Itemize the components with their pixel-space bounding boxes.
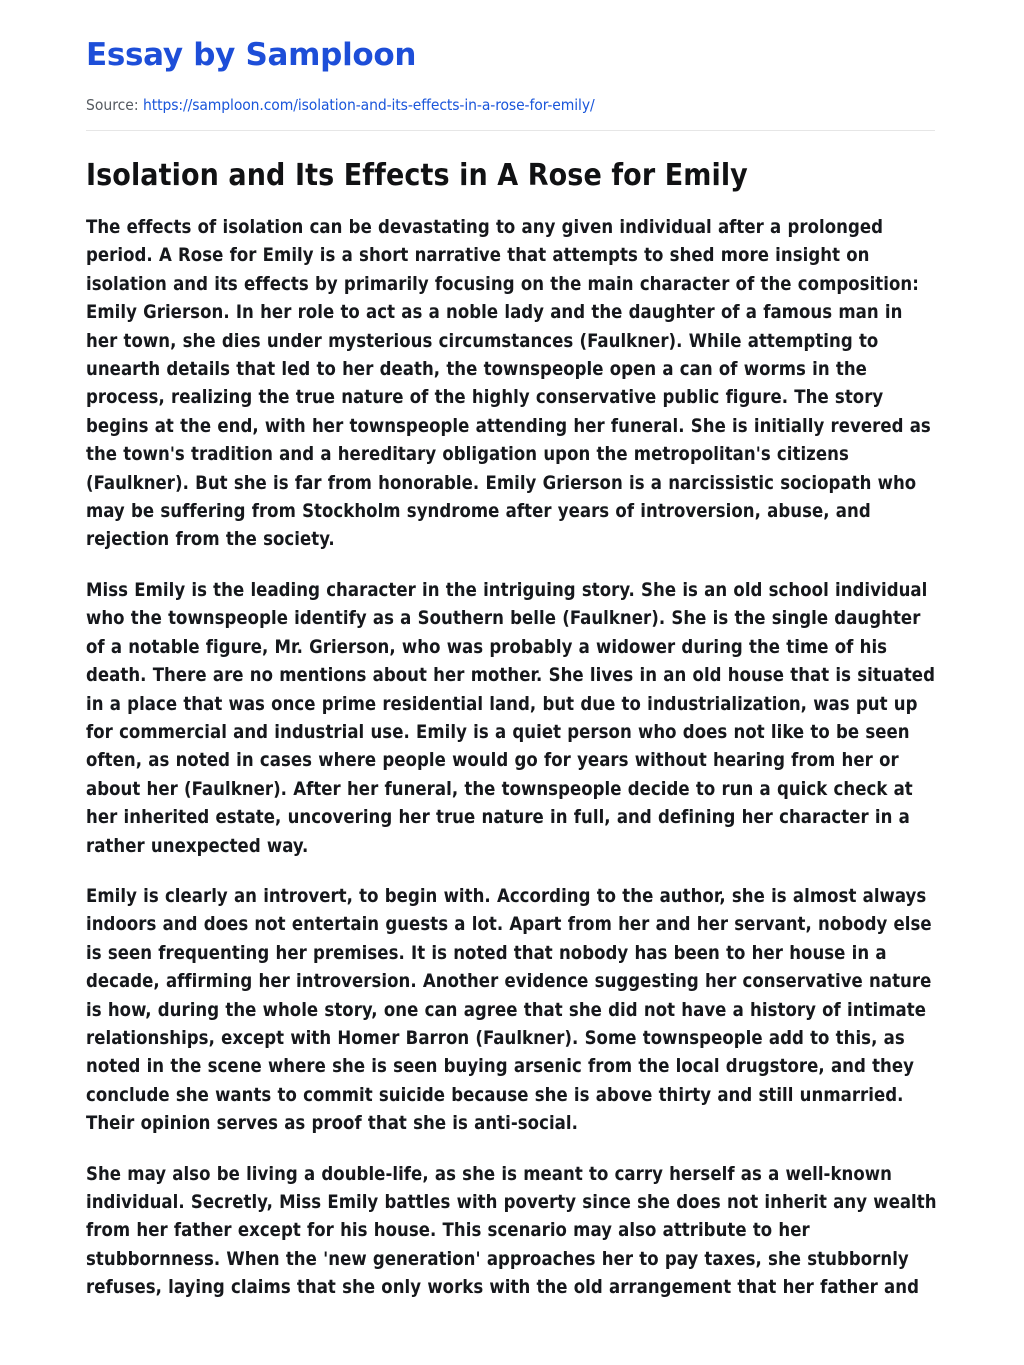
essay-body bbox=[86, 196, 938, 1303]
essay-paragraph: The effects of isolation can be devastating to any given individual after a prolonged period. A Rose for Emily is a short narrative that attempts to shed more insight on isolation and its effects by primarily focusing on the main character of the composition: Emily Grierson. In her role to act as a noble lady and the daughter of a famous man in her town, she dies under mysterious circumstances (Faulkner). While attempting to unearth details that led to her death, the townspeople open a can of worms in the process, realizing the true nature of the highly conservative public figure. The story begins at the end, with her townspeople attending her funeral. She is initially revered as the town's tradition and a hereditary obligation upon the metropolitan's citizens (Faulkner). But she is far from honorable. Emily Grierson is a narcissistic sociopath who may be suffering from Stockholm syndrome after years of introversion, abuse, and rejection from the society. bbox=[86, 217, 931, 551]
essay-title: Isolation and Its Effects in A Rose for Emily bbox=[86, 158, 748, 193]
site-brand-title: Essay by Samploon bbox=[86, 37, 417, 73]
source-url-link[interactable]: https://samploon.com/isolation-and-its-effects-in-a-rose-for-emily/ bbox=[143, 96, 595, 114]
essay-paragraph: She may also be living a double-life, as she is meant to carry herself as a well-known individual. Secretly, Miss Emily battles with poverty since she does not inherit any wealth from her father except for his house. This scenario may also attribute to her stubbornness. When the 'new generation' approaches her to pay taxes, she stubbornly refuses, laying claims that she only works with the old arrangement that her father and bbox=[86, 1163, 937, 1299]
essay-paragraph: Emily is clearly an introvert, to begin with. According to the author, she is almost always indoors and does not entertain guests a lot. Apart from her and her servant, nobody else is seen frequenting her premises. It is noted that nobody has been to her house in a decade, affirming her introversion. Another evidence suggesting her conservative nature is how, during the whole story, one can agree that she did not have a history of intimate relationships, except with Homer Barron (Faulkner). Some townspeople add to this, as noted in the scene where she is seen buying arsenic from the local drugstore, and they conclude she wants to commit suicide because she is above thirty and still unmarried. Their opinion serves as proof that she is anti-social. bbox=[86, 885, 932, 1135]
source-row bbox=[86, 95, 938, 115]
source-label: Source: bbox=[86, 96, 139, 114]
essay-paragraph: Miss Emily is the leading character in the intriguing story. She is an old school individual who the townspeople identify as a Southern belle (Faulkner). She is the single daughter of a notable figure, Mr. Grierson, who was probably a widower during the time of his death. There are no mentions about her mother. She lives in an old house that is situated in a place that was once prime residential land, but due to industrialization, was put up for commercial and industrial use. Emily is a quiet person who does not like to be seen often, as noted in cases where people would go for years without hearing from her or about her (Faulkner). After her funeral, the townspeople decide to run a quick check at her inherited estate, uncovering her true nature in full, and defining her character in a rather unexpected way. bbox=[86, 579, 935, 857]
page-content bbox=[86, 0, 938, 1303]
